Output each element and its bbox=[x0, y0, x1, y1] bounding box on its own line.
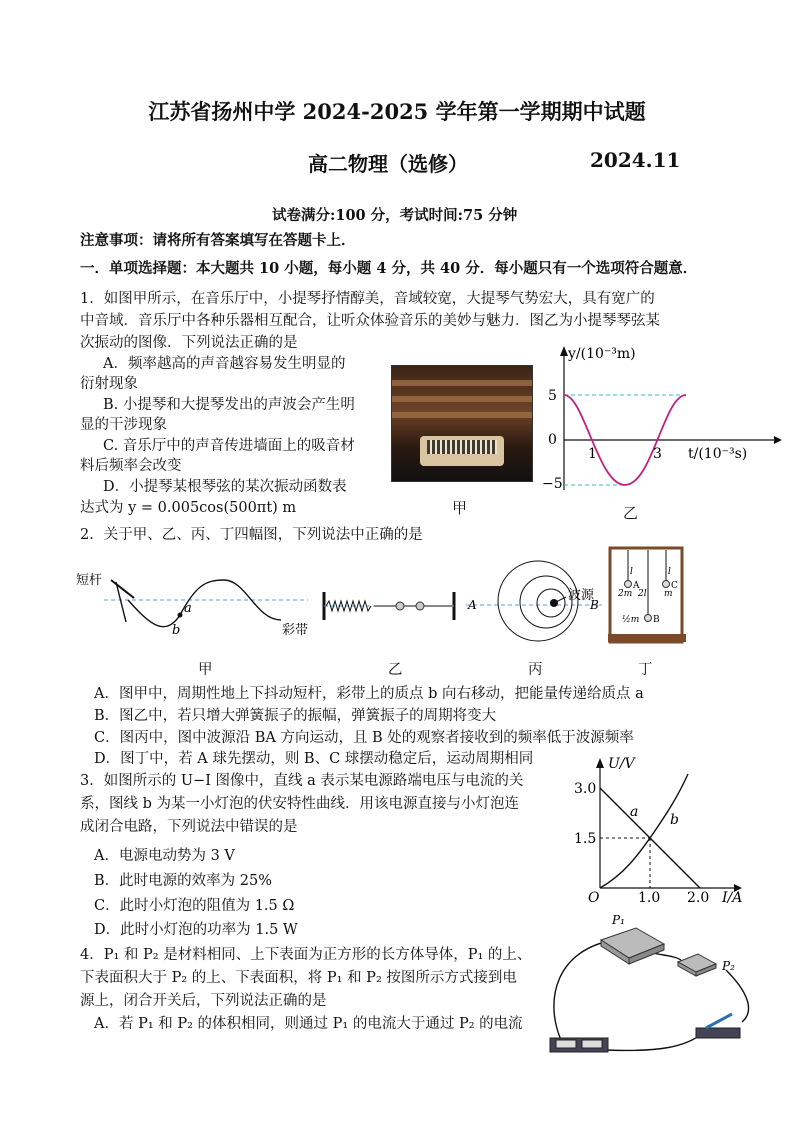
q2-figure-ding bbox=[608, 546, 688, 646]
q2-jia-rod-label: 短杆 bbox=[76, 573, 103, 588]
q4-label-p2: P₂ bbox=[722, 959, 735, 973]
q3-option-b: B．此时电源的效率为 25% bbox=[94, 873, 272, 889]
q3-option-d: D．此时小灯泡的功率为 1.5 W bbox=[94, 922, 298, 938]
q1-option-b: B. 小提琴和大提琴发出的声波会产生明 bbox=[103, 397, 355, 413]
q2-jia-b: b bbox=[172, 623, 181, 638]
q2-figure-yi bbox=[320, 580, 460, 630]
q3-graph-ytick-15: 1.5 bbox=[574, 831, 597, 847]
q4-line-2: 下表面积大于 P₂ 的上、下表面积，将 P₁ 和 P₂ 按图所示方式接到电 bbox=[80, 970, 517, 986]
q1-fig-label-jia: 甲 bbox=[452, 499, 468, 517]
q3-graph-xlabel: I/A bbox=[722, 890, 743, 906]
q3-line-3: 成闭合电路，下列说法中错误的是 bbox=[80, 819, 298, 835]
q2-option-d: D．图丁中，若 A 球先摆动，则 B、C 球摆动稳定后，运动周期相同 bbox=[94, 751, 534, 767]
q1-line-3: 次振动的图像．下列说法正确的是 bbox=[80, 335, 298, 351]
q2-label-yi: 乙 bbox=[388, 662, 403, 678]
q2-jia-a: a bbox=[184, 601, 192, 616]
q3-option-a: A．电源电动势为 3 V bbox=[94, 848, 235, 864]
q2-figure-bing bbox=[462, 555, 612, 645]
q2-ding-2m: 2m bbox=[618, 589, 633, 599]
q2-ding-l2: l bbox=[668, 567, 671, 577]
q4-circuit-figure bbox=[536, 910, 766, 1060]
q3-graph-ytick-3: 3.0 bbox=[574, 781, 597, 797]
q3-ui-graph bbox=[570, 752, 760, 907]
q2-ding-A: A bbox=[633, 581, 640, 591]
notice: 注意事项：请将所有答案填写在答题卡上． bbox=[80, 232, 356, 249]
q3-graph-curve-b: b bbox=[670, 812, 679, 828]
q3-graph-xtick-1: 1.0 bbox=[638, 890, 661, 906]
q3-graph-ylabel: U/V bbox=[608, 756, 635, 772]
q2-option-b: B．图乙中，若只增大弹簧振子的振幅，弹簧振子的周期将变大 bbox=[94, 708, 497, 724]
q1-graph-tick-3: 3 bbox=[653, 446, 662, 462]
q1-option-b-cont: 显的干涉现象 bbox=[80, 417, 167, 433]
q3-graph-line-a: a bbox=[630, 804, 639, 820]
q3-graph-origin: O bbox=[588, 890, 600, 906]
q1-line-2: 中音域．音乐厅中各种乐器相互配合，让听众体验音乐的美妙与魅力．图乙为小提琴琴弦某 bbox=[80, 313, 660, 329]
q2-ding-B: B bbox=[653, 615, 660, 625]
concert-hall-photo bbox=[391, 365, 533, 482]
q2-option-a: A．图甲中，周期性地上下抖动短杆，彩带上的质点 b 向右移动，把能量传递给质点 a bbox=[94, 686, 644, 702]
q1-option-a: A．频率越高的声音越容易发生明显的 bbox=[103, 356, 346, 372]
q1-option-d-cont: 达式为 y = 0.005cos(500πt) m bbox=[80, 500, 297, 516]
exam-subject: 高二物理（选修） bbox=[308, 152, 468, 176]
q2-bing-A: A bbox=[468, 598, 477, 612]
q2-figure-jia bbox=[76, 560, 316, 640]
q1-option-c: C. 音乐厅中的声音传进墙面上的吸音材 bbox=[103, 438, 355, 454]
q1-graph-xlabel: t/(10⁻³s) bbox=[688, 446, 748, 462]
q4-label-p1: P₁ bbox=[612, 913, 625, 927]
section-heading: 一．单项选择题：本大题共 10 小题，每小题 4 分，共 40 分．每小题只有一个选项符合题意． bbox=[80, 260, 698, 277]
q3-line-1: 3．如图所示的 U−I 图像中，直线 a 表示某电源路端电压与电流的关 bbox=[80, 773, 524, 789]
q4-line-1: 4．P₁ 和 P₂ 是材料相同、上下表面为正方形的长方体导体，P₁ 的上、 bbox=[80, 947, 532, 963]
q2-label-bing: 丙 bbox=[528, 662, 543, 678]
q2-ding-halfm: ½m bbox=[622, 615, 640, 625]
q1-graph-tick-neg5: −5 bbox=[542, 476, 563, 492]
q2-ding-C: C bbox=[671, 581, 678, 591]
q1-fig-label-yi: 乙 bbox=[623, 504, 639, 522]
q2-ding-l1: l bbox=[630, 567, 633, 577]
q2-stem: 2．关于甲、乙、丙、丁四幅图，下列说法中正确的是 bbox=[80, 527, 423, 543]
q3-option-c: C．此时小灯泡的阻值为 1.5 Ω bbox=[94, 898, 295, 914]
q2-label-ding: 丁 bbox=[638, 662, 653, 678]
q2-bing-source: 波源 bbox=[568, 588, 595, 603]
q2-option-c: C．图丙中，图中波源沿 BA 方向运动，且 B 处的观察者接收到的频率低于波源频率 bbox=[94, 730, 634, 746]
q1-option-d: D．小提琴某根琴弦的某次振动函数表 bbox=[103, 479, 347, 495]
q3-line-2: 系，图线 b 为某一小灯泡的伏安特性曲线．用该电源直接与小灯泡连 bbox=[80, 796, 519, 812]
q1-graph-tick-5: 5 bbox=[548, 388, 557, 404]
q1-line-1: 1．如图甲所示，在音乐厅中，小提琴抒情醇美，音域较宽，大提琴气势宏大，具有宽广的 bbox=[80, 291, 655, 307]
exam-title: 江苏省扬州中学 2024-2025 学年第一学期期中试题 bbox=[148, 99, 646, 124]
q2-ding-m: m bbox=[664, 589, 673, 599]
q4-option-a: A．若 P₁ 和 P₂ 的体积相同，则通过 P₁ 的电流大于通过 P₂ 的电流 bbox=[94, 1016, 523, 1032]
q3-graph-xtick-2: 2.0 bbox=[687, 890, 710, 906]
q4-line-3: 源上，闭合开关后，下列说法正确的是 bbox=[80, 993, 327, 1009]
q1-vibration-graph bbox=[538, 340, 788, 510]
q1-graph-tick-1: 1 bbox=[588, 446, 597, 462]
q2-ding-2l: 2l bbox=[638, 589, 647, 599]
q2-label-jia: 甲 bbox=[198, 662, 213, 678]
q1-graph-ylabel: y/(10⁻³m) bbox=[568, 346, 636, 362]
q2-jia-ribbon: 彩带 bbox=[282, 623, 309, 638]
q1-graph-tick-0: 0 bbox=[548, 432, 557, 448]
exam-date: 2024.11 bbox=[590, 148, 681, 172]
q1-option-c-cont: 料后频率会改变 bbox=[80, 458, 182, 474]
score-time: 试卷满分:100 分，考试时间:75 分钟 bbox=[272, 207, 518, 224]
q2-bing-B: B bbox=[590, 598, 599, 612]
q1-option-a-cont: 衍射现象 bbox=[80, 376, 138, 392]
